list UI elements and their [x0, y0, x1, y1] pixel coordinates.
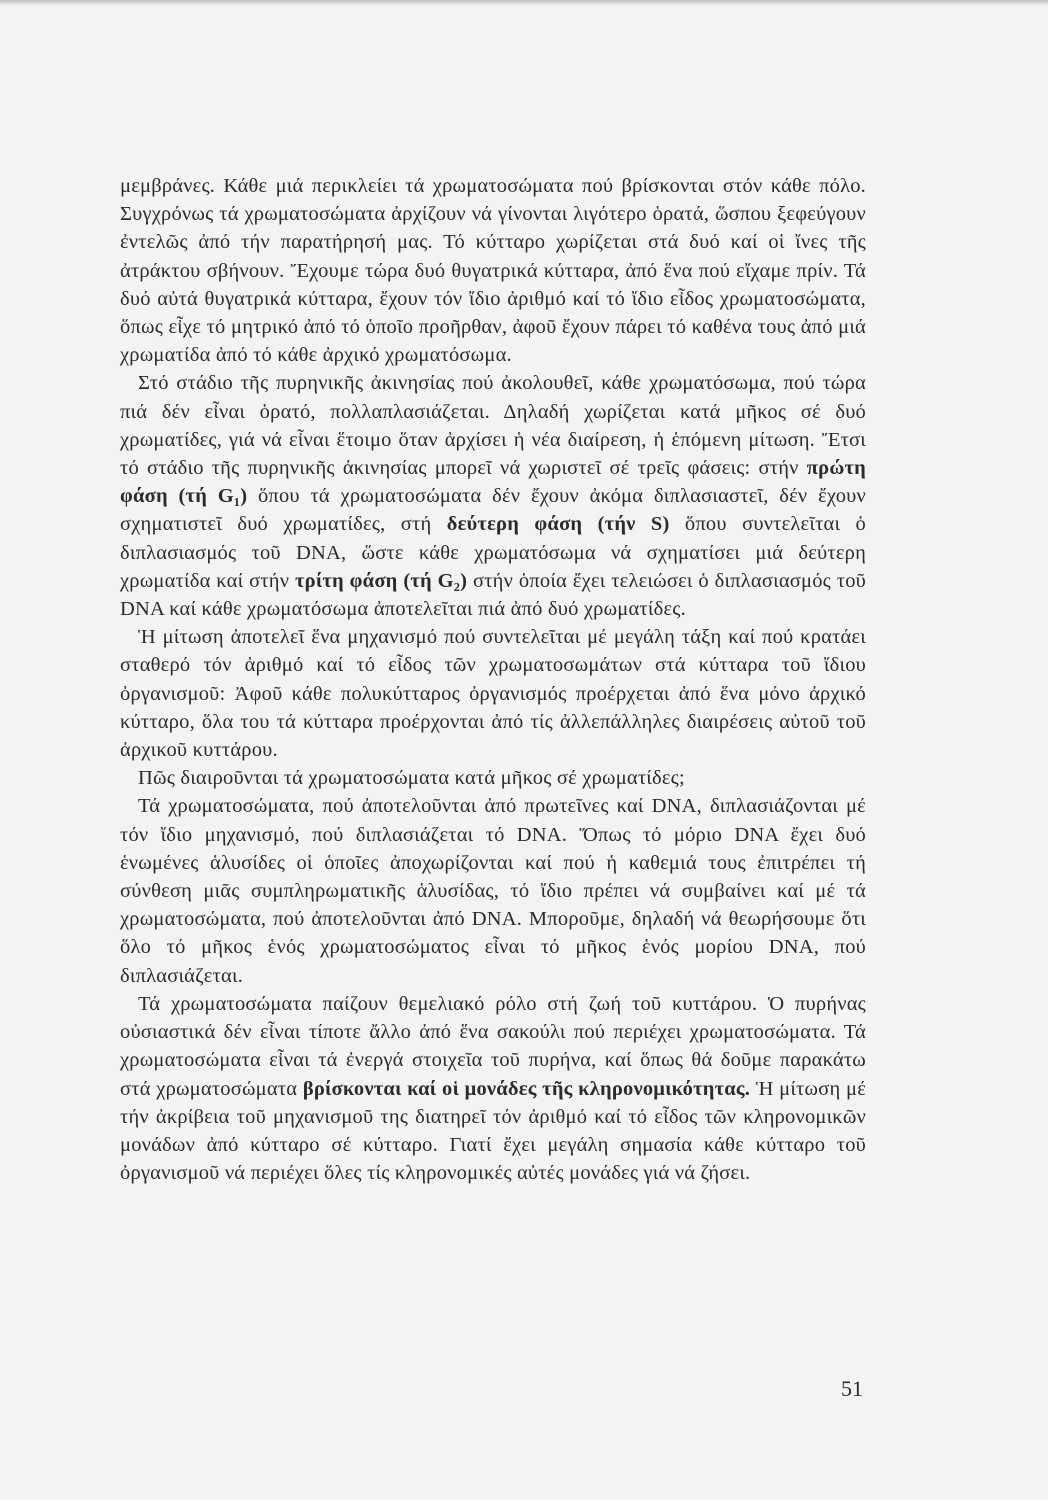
paragraph-chromosome-role — [120, 990, 866, 1187]
page-body-text — [120, 172, 866, 1187]
heredity-units-term: βρίσκονται καί οἱ μονάδες τῆς κληρονομικότητας. — [302, 1077, 751, 1100]
phase-g1-term: πρώτη φάση (τή G₁) — [120, 457, 866, 508]
phase-s-term: δεύτερη φάση (τήν S) — [446, 513, 670, 536]
page-top-edge — [0, 0, 1048, 6]
paragraph-question: Πῶς διαιροῦνται τά χρωματοσώματα κατά μῆκος σέ χρωματίδες; — [138, 767, 685, 790]
paragraph-chromosome-role-text-1: Τά χρωματοσώματα παίζουν θεμελιακό ρόλο στή ζωή τοῦ κυττάρου. Ὁ πυρήνας οὐσιαστικά δέν εἶναι τίποτε ἄλλο ἀπό ἕνα σακούλι πού περιέχει χρωματοσώματα. Τά χρωματοσώματα εἶναι τά ἐνεργά στοιχεῖα τοῦ πυρήνα, καί ὅπως θά δοῦμε παρακάτω στά χρωματοσώματα — [120, 992, 866, 1100]
paragraph-interphase-text-2: ὅπου τά χρωματοσώματα δέν ἔχουν ἀκόμα διπλασιαστεῖ, δέν ἔχουν σχηματιστεῖ δυό χρωματίδες, στή — [120, 485, 866, 536]
paragraph-dna-duplication: Τά χρωματοσώματα, πού ἀποτελοῦνται ἀπό πρωτεῖνες καί DNA, διπλασιάζονται μέ τόν ἴδιο μηχανισμό, πού διπλασιάζεται τό DNA. Ὅπως τό μόριο DNA ἔχει δυό ἑνωμένες ἁλυσίδες οἱ ὁποῖες ἀποχωρίζονται καί πού ἡ καθεμιά τους ἐπιτρέπει τή σύνθεση μιᾶς συμπληρωματικῆς ἁλυσίδας, τό ἴδιο πρέπει νά συμβαίνει καί μέ τά χρωματοσώματα, πού ἀποτελοῦνται ἀπό DNA. Μποροῦμε, δηλαδή νά θεωρήσουμε ὅτι ὅλο τό μῆκος ἑνός χρωματοσώματος εἶναι τό μῆκος ἑνός μορίου DNA, πού διπλασιάζεται. — [120, 795, 866, 987]
paragraph-interphase-text-1: Στό στάδιο τῆς πυρηνικῆς ἀκινησίας πού ἀκολουθεῖ, κάθε χρωματόσωμα, πού τώρα πιά δέν εἶναι ὁρατό, πολλαπλασιάζεται. Δηλαδή χωρίζεται κατά μῆκος σέ δυό χρωματίδες, γιά νά εἶναι ἕτοιμο ὅταν ἀρχίσει ἡ νέα διαίρεση, ἡ ἑπόμενη μίτωση. Ἔτσι τό στάδιο τῆς πυρηνικῆς ἀκινησίας μπορεῖ νά χωριστεῖ σέ τρεῖς φάσεις: στήν — [120, 372, 866, 480]
paragraph-mitosis-end: μεμβράνες. Κάθε μιά περικλείει τά χρωματοσώματα πού βρίσκονται στόν κάθε πόλο. Συγχρόνως τά χρωματοσώματα ἀρχίζουν νά γίνονται λιγότερο ὁρατά, ὥσπου ξεφεύγουν ἐντελῶς ἀπό τήν παρατήρησή μας. Τό κύτταρο χωρίζεται στά δυό καί οἱ ἴνες τῆς ἀτράκτου σβήνουν. Ἔχουμε τώρα δυό θυγατρικά κύτταρα, ἀπό ἕνα πού εἴχαμε πρίν. Τά δυό αὐτά θυγατρικά κύτταρα, ἔχουν τόν ἴδιο ἀριθμό καί τό ἴδιο εἶδος χρωματοσώματα, ὅπως εἶχε τό μητρικό ἀπό τό ὁποῖο προῆρθαν, ἀφοῦ ἔχουν πάρει τό καθένα τους ἀπό μιά χρωματίδα ἀπό τό κάθε ἀρχικό χρωματόσωμα. — [120, 175, 866, 367]
paragraph-mitosis-order: Ἡ μίτωση ἀποτελεῖ ἕνα μηχανισμό πού συντελεῖται μέ μεγάλη τάξη καί πού κρατάει σταθερό τόν ἀριθμό καί τό εἶδος τῶν χρωματοσωμάτων στά κύτταρα τοῦ ἴδιου ὀργανισμοῦ: Ἀφοῦ κάθε πολυκύτταρος ὀργανισμός προέρχεται ἀπό ἕνα μόνο ἀρχικό κύτταρο, ὅλα του τά κύτταρα προέρχονται ἀπό τίς ἀλλεπάλληλες διαιρέσεις αὐτοῦ τοῦ ἀρχικοῦ κυττάρου. — [120, 626, 866, 762]
paragraph-interphase-text-4: στήν ὁποία ἔχει τελειώσει ὁ διπλασιασμός τοῦ DNA καί κάθε χρωματόσωμα ἀποτελεῖται πιά ἀπό δυό χρωματίδες. — [120, 569, 867, 621]
paragraph-interphase — [120, 369, 866, 623]
paragraph-chromosome-role-text-2: Ἡ μίτωση μέ τήν ἀκρίβεια τοῦ μηχανισμοῦ της διατηρεῖ τόν ἀριθμό καί τό εἶδος τῶν κληρονομικῶν μονάδων ἀπό κύτταρο σέ κύτταρο. Γιατί ἔχει μεγάλη σημασία κάθε κύτταρο τοῦ ὀργανισμοῦ νά περιέχει ὅλες τίς κληρονομικές αὐτές μονάδες γιά νά ζήσει. — [120, 1077, 866, 1185]
page-number: 51 — [841, 1376, 863, 1401]
paragraph-interphase-text-3: ὅπου συντελεῖται ὁ διπλασιασμός τοῦ DNA, ὥστε κάθε χρωματόσωμα νά σχηματίσει μιά δεύτερη χρωματίδα καί στήν — [120, 513, 867, 592]
phase-g2-term: τρίτη φάση (τή G₂) — [295, 569, 468, 592]
